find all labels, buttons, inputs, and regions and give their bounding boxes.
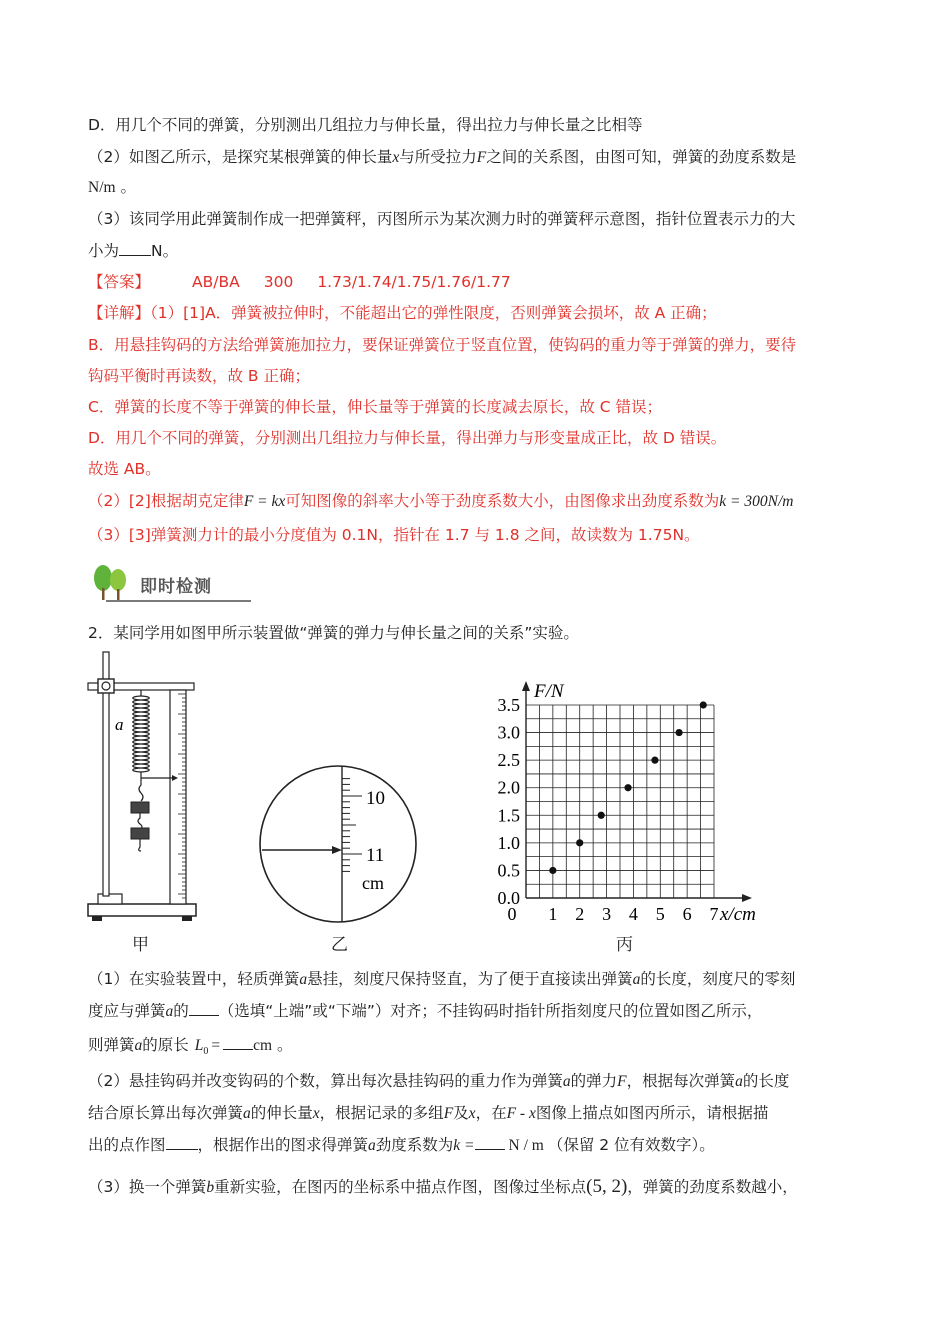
chart-axes [522, 681, 752, 902]
q2-text-a: （2）如图乙所示，是探究某根弹簧的伸长量 [88, 148, 393, 166]
p1-text-h: 的原长 [142, 1036, 189, 1054]
scale-tick-10: 10 [366, 788, 385, 809]
data-point [675, 729, 682, 736]
detail-line-8: （3）[3]弹簧测力计的最小分度值为 0.1N，指针在 1.7 与 1.8 之间，故读数为 1.75N。 [88, 526, 700, 544]
question-2-unit-line [88, 176, 136, 199]
blank-end-choice[interactable] [189, 1001, 219, 1016]
var-a: a [368, 1137, 376, 1154]
detail-line-6: 故选 AB。 [88, 460, 161, 478]
spring-coils [133, 696, 150, 778]
answer-2: 300 [263, 273, 294, 291]
p2-text-b: 的弹力 [570, 1072, 618, 1090]
unit-n-per-m: N / m [508, 1137, 544, 1154]
answer-1: AB/BA [192, 273, 240, 291]
y-tick-label: 0.5 [497, 860, 520, 881]
coordinate-point: (5, 2) [586, 1176, 628, 1197]
figure-label-yi: 乙 [331, 935, 348, 955]
p2-text-d: 的长度 [742, 1072, 790, 1090]
p2-line-1 [88, 1070, 789, 1093]
spring-label: a [115, 715, 124, 734]
y-axis-arrow [522, 681, 530, 691]
y-tick-label: 2.0 [497, 777, 520, 798]
p1-text-b: 悬挂，刻度尺保持竖直，为了便于直接读出弹簧 [307, 970, 633, 988]
answer-3: 1.73/1.74/1.75/1.76/1.77 [317, 273, 511, 291]
var-F: F [443, 1105, 454, 1122]
blank-original-length[interactable] [223, 1035, 253, 1050]
f-x-label: F - x [506, 1105, 536, 1122]
var-F: F [476, 149, 487, 166]
answer-label: 【答案】 [88, 273, 151, 291]
q3-text-b: 小为 [88, 242, 120, 260]
var-b: b [206, 1179, 215, 1196]
chart-y-label: F/N [534, 681, 564, 702]
x-tick-label: 5 [655, 904, 665, 924]
y-tick-label: 2.5 [497, 750, 520, 771]
figure-label-bing: 丙 [616, 935, 633, 955]
p2-text-e: 结合原长算出每次弹簧 [88, 1104, 244, 1122]
y-tick-label: 1.5 [497, 805, 520, 826]
detail-line-3: 钩码平衡时再读数，故 B 正确； [88, 367, 310, 385]
p2-text-g: ，根据记录的多组 [319, 1104, 444, 1122]
var-x: x [468, 1105, 476, 1122]
data-point [700, 701, 707, 708]
scale-tick-11: 11 [366, 845, 385, 866]
equals-sign: = [211, 1037, 221, 1054]
var-x: x [312, 1105, 320, 1122]
tree-icon [86, 562, 136, 602]
y-tick-label: 3.5 [497, 695, 520, 715]
option-d-previous: D．用几个不同的弹簧，分别测出几组拉力与伸长量，得出拉力与伸长量之比相等 [88, 116, 643, 134]
x-tick-label: 6 [682, 904, 692, 924]
p1-text-g: 则弹簧 [88, 1036, 135, 1054]
q2-unit: N/m [88, 179, 116, 196]
detail-label: 【详解】 [88, 304, 151, 322]
data-point [549, 867, 556, 874]
x-tick-label: 1 [548, 904, 558, 924]
section-title: 即时检测 [140, 577, 212, 597]
y-tick-label: 3.0 [497, 722, 520, 743]
detail-text-7b: 可知图像的斜率大小等于劲度系数大小，由图像求出劲度系数为 [285, 492, 720, 510]
problem-2-stem: 2．某同学用如图甲所示装置做“弹簧的弹力与伸长量之间的关系”实验。 [88, 624, 579, 642]
spring-path [141, 696, 149, 772]
question-3-line-1: （3）该同学用此弹簧制作成一把弹簧秤，丙图所示为某次测力时的弹簧秤示意图，指针位置表示力的大 [88, 210, 796, 228]
chart-x-label: x/cm [720, 904, 756, 925]
var-L-sub: 0 [203, 1046, 209, 1058]
x-tick-label: 0 [507, 904, 517, 924]
detail-line-7 [88, 490, 793, 513]
p1-line-2 [88, 1000, 762, 1023]
p1-line-1 [88, 968, 795, 991]
scale-unit: cm [362, 873, 384, 893]
var-a: a [299, 971, 308, 988]
detail-text-7a: （2）[2]根据胡克定律 [88, 492, 244, 510]
data-point [598, 812, 605, 819]
var-a: a [562, 1073, 571, 1090]
p2-text-o: （保留 2 位有效数字）。 [547, 1136, 715, 1154]
chart-x-tick-labels [508, 904, 719, 924]
k-equals: k = [453, 1137, 475, 1154]
question-3-line-2 [88, 240, 178, 262]
var-a: a [632, 971, 641, 988]
scale-zoom-figure [258, 758, 418, 928]
blank-spring-constant[interactable] [475, 1135, 505, 1150]
var-a: a [243, 1105, 251, 1122]
p1-text-c: 的长度，刻度尺的零刻 [640, 970, 796, 988]
p2-text-k: 图像上描点如图丙所示，请根据描 [535, 1104, 769, 1122]
p1-end: 。 [277, 1036, 293, 1054]
p2-line-2 [88, 1102, 768, 1125]
p3-line-1 [88, 1176, 798, 1199]
answer-blank[interactable] [119, 241, 151, 256]
x-tick-label: 4 [628, 904, 638, 924]
data-point [576, 839, 583, 846]
p2-text-n: 劲度系数为 [375, 1136, 454, 1154]
p2-text-c: ，根据每次弹簧 [626, 1072, 736, 1090]
p2-text-a: （2）悬挂钩码并改变钩码的个数，算出每次悬挂钩码的重力作为弹簧 [88, 1072, 563, 1090]
answer-line [88, 271, 511, 293]
x-tick-label: 2 [575, 904, 585, 924]
detail-line-4: C．弹簧的长度不等于弹簧的伸长量，伸长量等于弹簧的长度减去原长，故 C 错误； [88, 398, 663, 416]
figure-label-jia: 甲 [132, 935, 149, 955]
p1-line-3 [88, 1034, 293, 1063]
p1-text-d: 度应与弹簧 [88, 1002, 166, 1020]
p2-text-l: 出的点作图 [88, 1136, 166, 1154]
p2-text-h: 及 [453, 1104, 469, 1122]
detail-line-2: B．用悬挂钩码的方法给弹簧施加拉力，要保证弹簧位于竖直位置，使钩码的重力等于弹簧的弹力，要待 [88, 336, 797, 354]
data-point [651, 757, 658, 764]
var-x: x [392, 149, 400, 166]
blank-draw-graph[interactable] [166, 1135, 198, 1150]
spring-back-path [133, 696, 141, 772]
detail-text-1: （1）[1]A．弹簧被拉伸时，不能超出它的弹性限度，否则弹簧会损坏，故 A 正确； [150, 304, 717, 322]
y-tick-label: 0.0 [497, 888, 520, 908]
y-tick-label: 1.0 [497, 832, 520, 853]
q2-end: 。 [120, 178, 137, 196]
p2-text-i: ，在 [475, 1104, 507, 1122]
section-divider [106, 600, 251, 602]
p2-text-f: 的伸长量 [250, 1104, 313, 1122]
question-2-line [88, 146, 796, 169]
p3-text-d: ，弹簧的劲度系数越小， [627, 1178, 798, 1196]
p3-text-c: 重新实验，在图丙的坐标系中描点作图，图像过坐标点 [214, 1178, 587, 1196]
q3-text-c: N。 [151, 242, 179, 260]
q2-text-b: 与所受拉力 [399, 148, 477, 166]
fx-scatter-chart [480, 668, 780, 930]
k-value: k = 300N/m [719, 493, 794, 510]
var-a: a [165, 1003, 174, 1020]
chart-y-tick-labels [498, 695, 521, 908]
x-tick-label: 3 [602, 904, 612, 924]
x-tick-label: 7 [709, 904, 719, 924]
detail-line-5: D．用几个不同的弹簧，分别测出几组拉力与伸长量，得出弹力与形变量成正比，故 D 错误。 [88, 429, 727, 447]
data-point [624, 784, 631, 791]
var-a: a [134, 1037, 143, 1054]
p2-line-3 [88, 1134, 715, 1157]
unit-cm: cm [253, 1037, 273, 1054]
var-F: F [617, 1073, 627, 1090]
section-header [86, 562, 236, 602]
p1-text-a: （1）在实验装置中，轻质弹簧 [88, 970, 300, 988]
var-L: L [194, 1037, 204, 1054]
var-a: a [735, 1073, 743, 1090]
q2-text-c: 之间的关系图，由图可知，弹簧的劲度系数是 [486, 148, 797, 166]
apparatus-figure [86, 650, 206, 925]
x-axis-arrow [742, 894, 752, 902]
hooke-formula: F = kx [243, 493, 286, 510]
p1-text-e: 的 [173, 1002, 189, 1020]
p3-text-a: （3）换一个弹簧 [88, 1178, 207, 1196]
p2-text-m: ，根据作出的图求得弹簧 [197, 1136, 369, 1154]
p1-text-f: （选填“上端”或“下端”）对齐；不挂钩码时指针所指刻度尺的位置如图乙所示， [218, 1002, 763, 1020]
detail-line-1 [88, 302, 717, 324]
